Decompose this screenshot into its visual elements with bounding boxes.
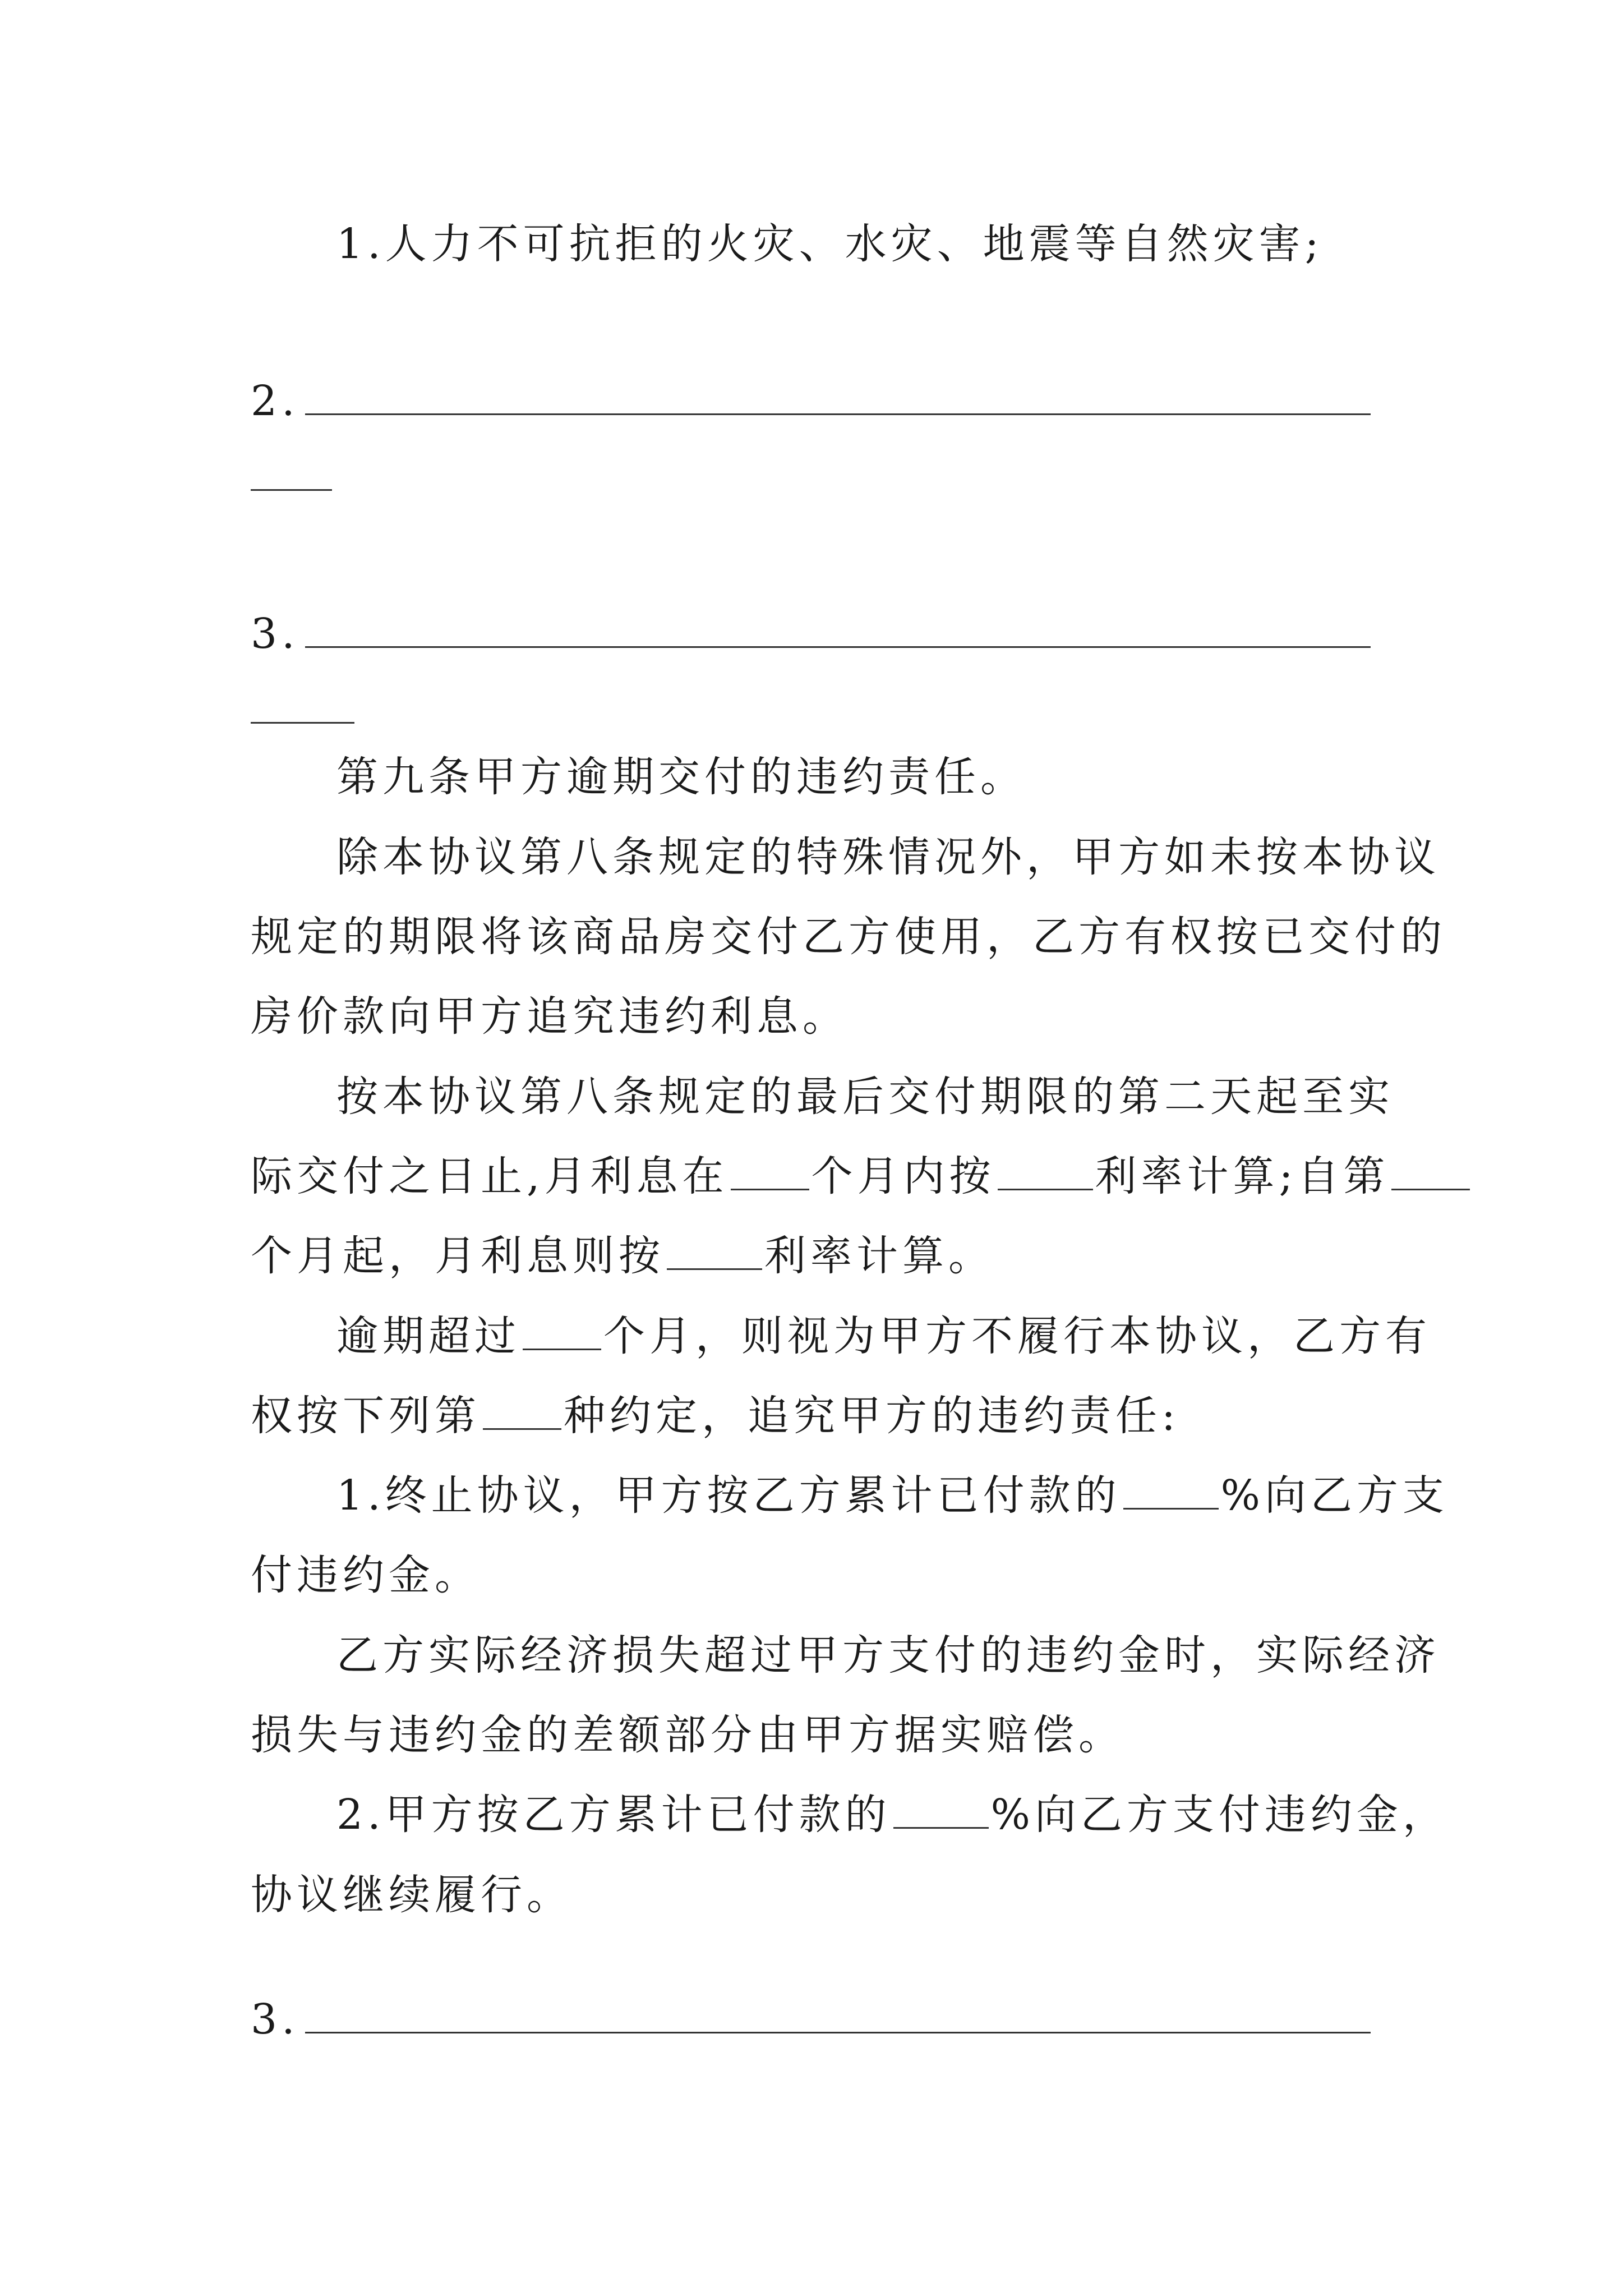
fill-blank	[483, 1393, 561, 1430]
paragraph-line	[251, 1388, 1180, 1444]
item-2-number: 2.	[251, 377, 299, 425]
item-2-blank-continuation	[251, 489, 332, 491]
paragraph-line	[336, 1787, 1449, 1843]
option-3	[251, 1991, 1371, 2047]
item-3	[251, 606, 1371, 662]
fill-blank	[1391, 1154, 1470, 1190]
item-3-blank	[305, 611, 1371, 648]
paragraph-line	[251, 1148, 1472, 1204]
paragraph-line: 付违约金。	[251, 1551, 481, 1599]
option-3-blank	[305, 1997, 1371, 2033]
fill-blank	[1123, 1473, 1219, 1510]
fill-blank	[998, 1154, 1093, 1190]
paragraph-line: 协议继续履行。	[251, 1871, 573, 1919]
fill-blank	[667, 1234, 762, 1270]
text-segment: %向乙方支	[1220, 1471, 1449, 1520]
paragraph-line	[251, 1228, 994, 1284]
paragraph-line: 损失与违约金的差额部分由甲方据实赔偿。	[251, 1711, 1124, 1759]
article-9-title: 第九条甲方逾期交付的违约责任。	[336, 753, 1026, 801]
text-segment: 利率计算;自第	[1095, 1152, 1390, 1200]
text-segment: 个月内按	[811, 1152, 995, 1200]
paragraph-line	[336, 1308, 1431, 1364]
paragraph-line: 房价款向甲方追究违约利息。	[251, 992, 849, 1041]
option-3-number: 3.	[251, 1995, 299, 2044]
text-segment: 利率计算。	[764, 1232, 994, 1280]
text-segment: 种约定，追究甲方的违约责任:	[564, 1392, 1180, 1440]
item-3-blank-continuation	[251, 722, 354, 724]
text-segment: 个月，则视为甲方不履行本协议，乙方有	[603, 1312, 1431, 1360]
text-segment: 逾期超过	[336, 1312, 520, 1360]
text-segment: 际交付之日止,月利息在	[251, 1152, 728, 1200]
paragraph-line	[336, 1467, 1449, 1524]
item-3-number: 3.	[251, 610, 299, 658]
paragraph-line: 除本协议第八条规定的特殊情况外，甲方如未按本协议	[336, 833, 1440, 881]
text-segment: 权按下列第	[251, 1392, 481, 1440]
fill-blank	[893, 1792, 989, 1829]
fill-blank	[731, 1154, 809, 1190]
paragraph-line: 规定的期限将该商品房交付乙方使用，乙方有权按已交付的	[251, 913, 1446, 961]
paragraph-line: 乙方实际经济损失超过甲方支付的违约金时，实际经济	[336, 1631, 1440, 1680]
item-1-text: 1.人力不可抗拒的火灾、水灾、地震等自然灾害;	[336, 220, 1324, 268]
text-segment: 2.甲方按乙方累计已付款的	[336, 1791, 891, 1839]
paragraph-line: 按本协议第八条规定的最后交付期限的第二天起至实	[336, 1073, 1394, 1121]
text-segment: %向乙方支付违约金，	[990, 1791, 1449, 1839]
item-2	[251, 373, 1371, 429]
fill-blank	[523, 1314, 601, 1350]
text-segment: 1.终止协议，甲方按乙方累计已付款的	[336, 1471, 1121, 1520]
text-segment: 个月起，月利息则按	[251, 1232, 665, 1280]
item-2-blank	[305, 379, 1371, 415]
